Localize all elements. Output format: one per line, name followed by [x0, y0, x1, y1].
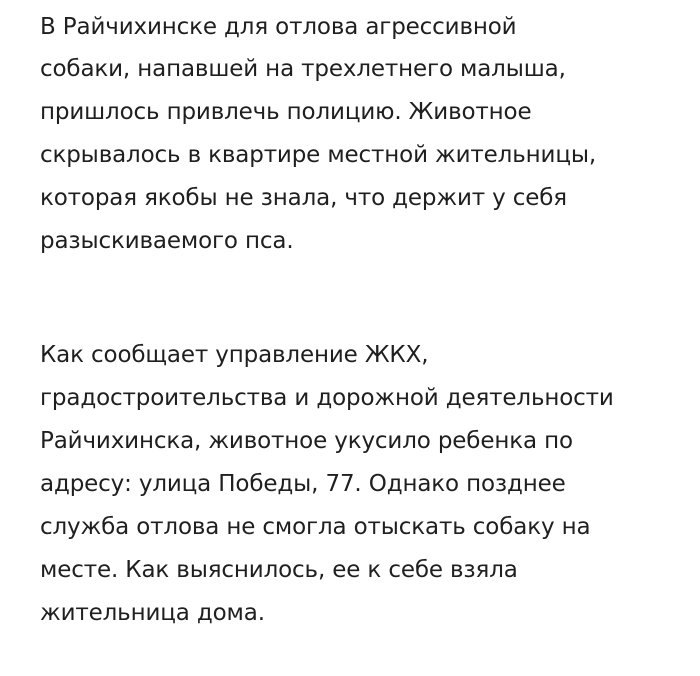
paragraph-line: которая якобы не знала, что держит у себя — [40, 185, 567, 211]
paragraph-line: пришлось привлечь полицию. Животное — [40, 99, 532, 125]
paragraph-line: Как сообщает управление ЖКХ, — [40, 342, 429, 368]
paragraph-line: служба отлова не смогла отыскать собаку на — [40, 514, 591, 540]
paragraph-line: жительница дома. — [40, 600, 265, 626]
paragraph-line: адресу: улица Победы, 77. Однако позднее — [40, 471, 566, 497]
paragraph-line: скрывалось в квартире местной жительницы, — [40, 142, 596, 168]
paragraph-line: В Райчихинске для отлова агрессивной — [40, 14, 517, 40]
paragraph-line: месте. Как выяснилось, ее к себе взяла — [40, 557, 518, 583]
paragraph-line: градостроительства и дорожной деятельности — [40, 385, 614, 411]
paragraph-line: собаки, напавшей на трехлетнего малыша, — [40, 56, 566, 82]
paragraph-line: Райчихинска, животное укусило ребенка по — [40, 428, 573, 454]
paragraph-line: разыскиваемого пса. — [40, 228, 294, 254]
